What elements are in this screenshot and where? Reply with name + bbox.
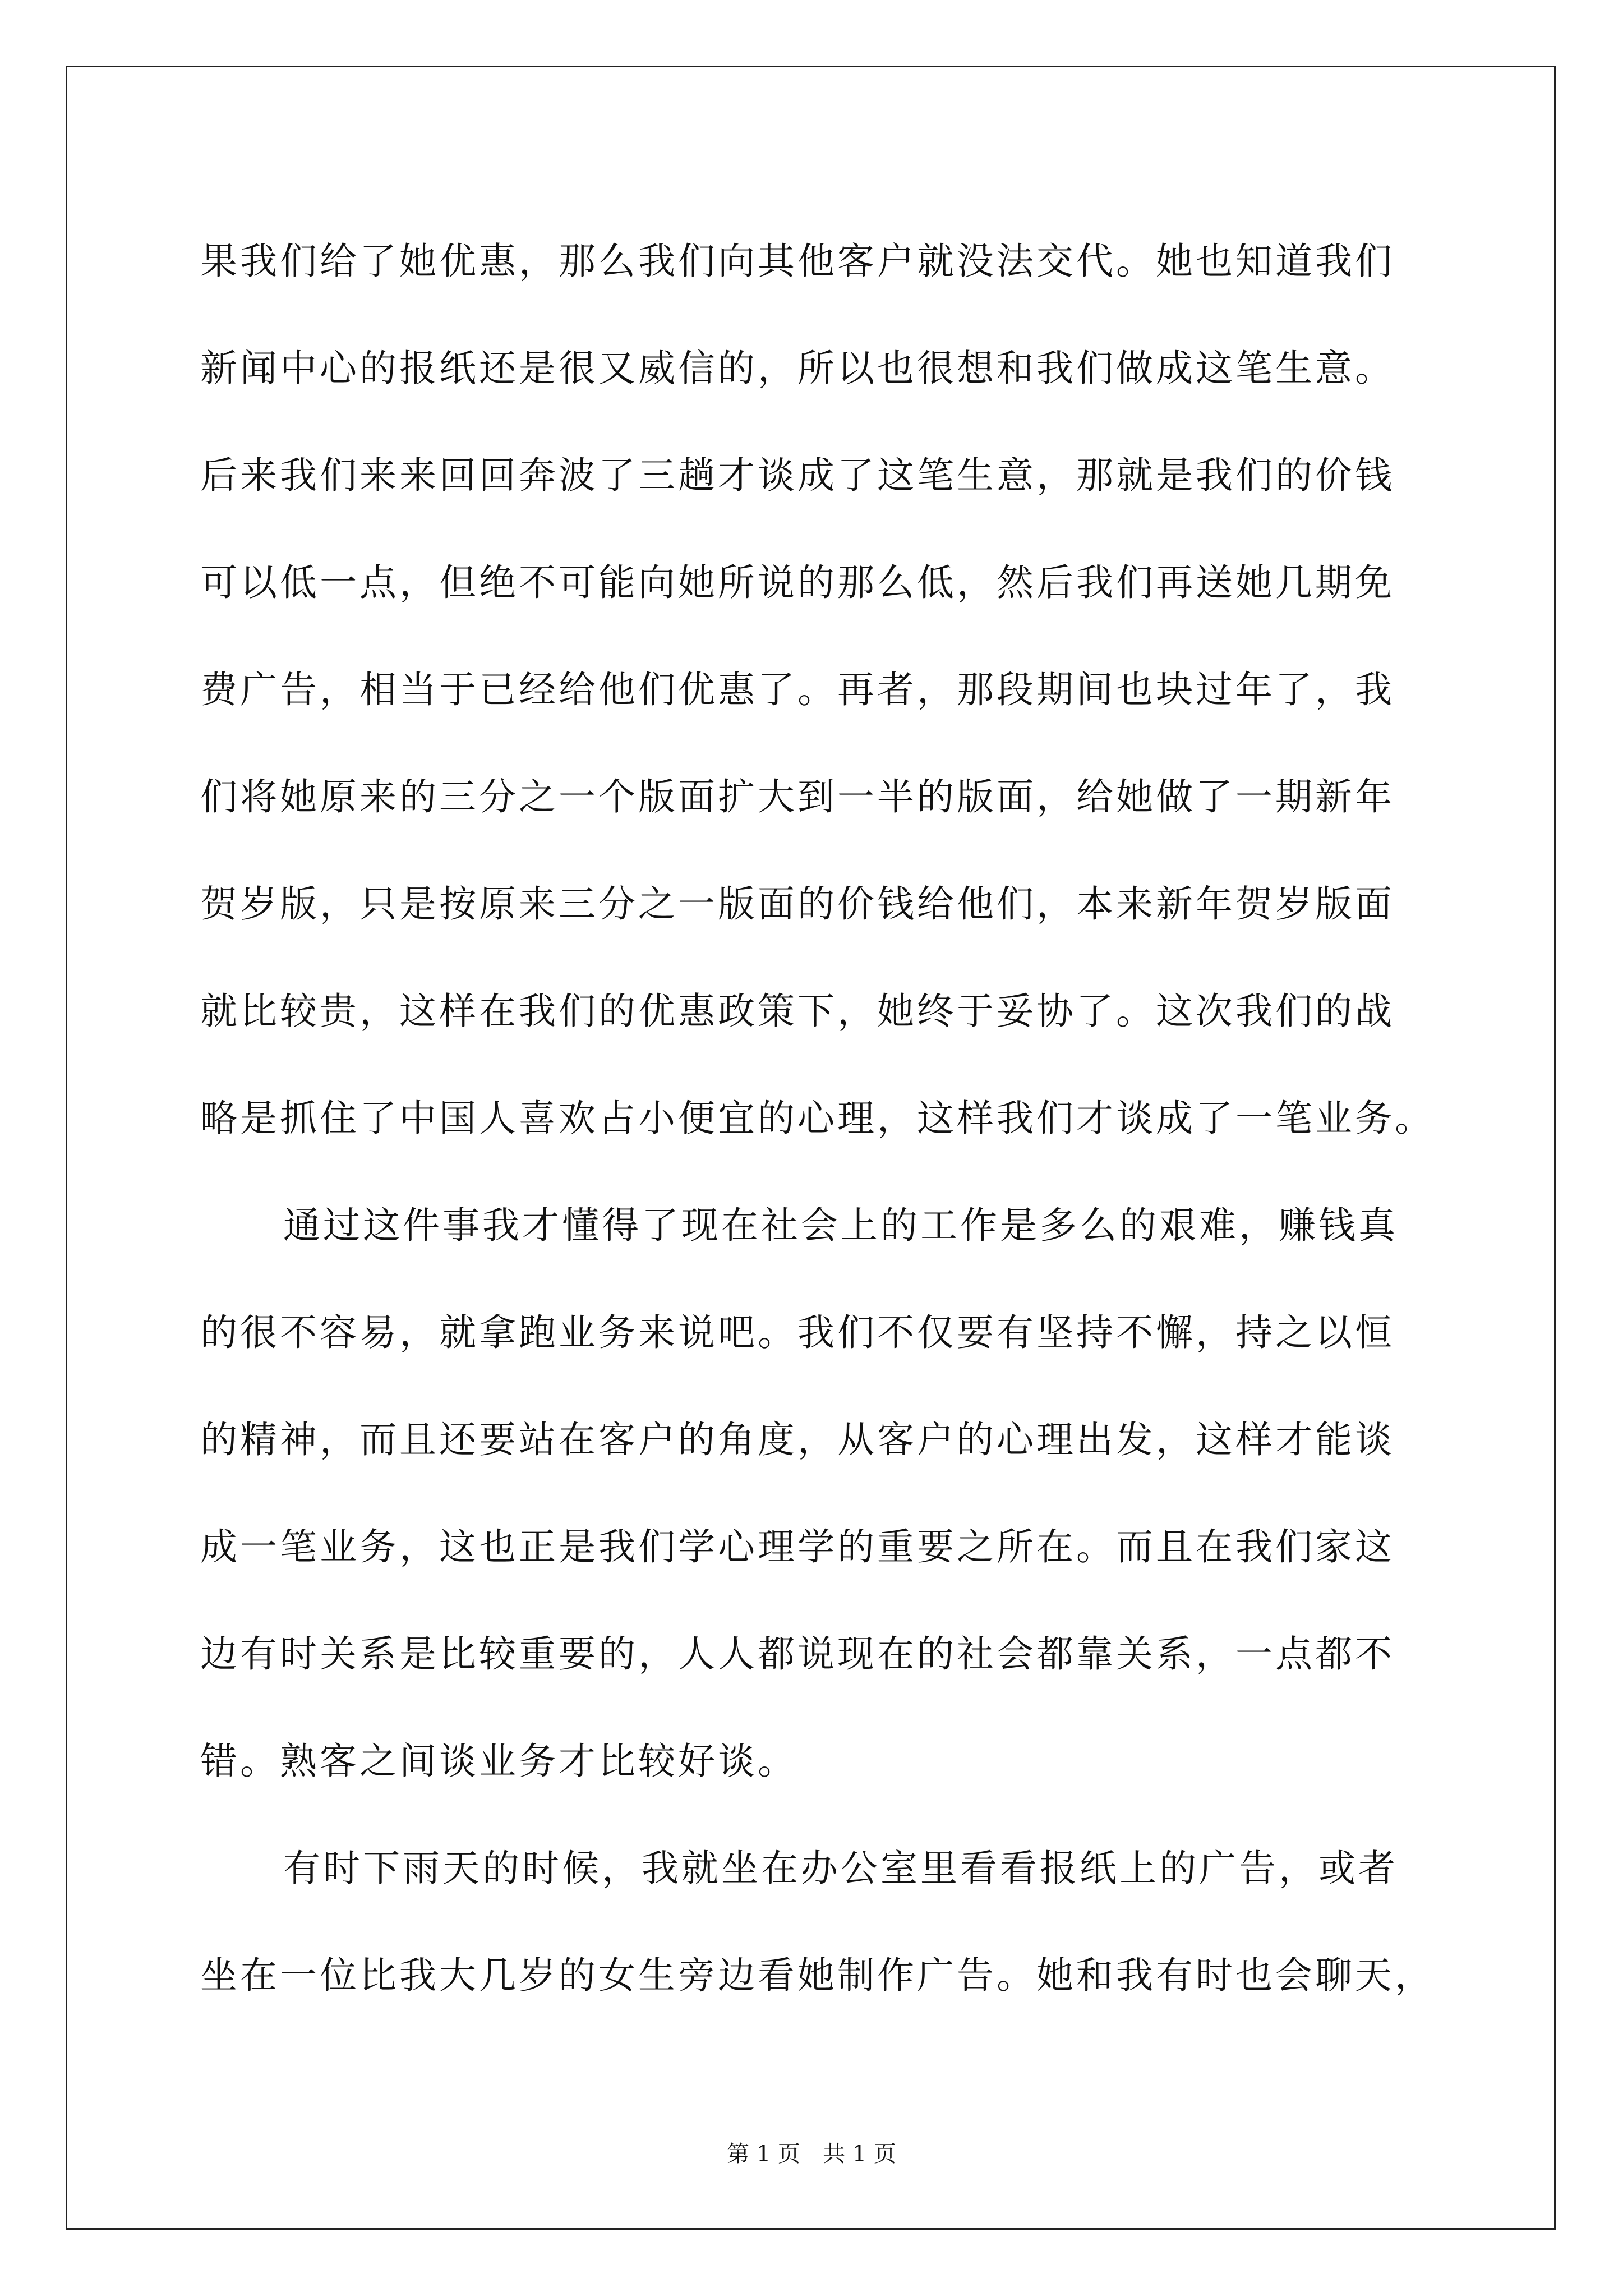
document-body [200,208,1434,2029]
text-line-8: 就比较贵，这样在我们的优惠政策下，她终于妥协了。这次我们的战 [200,990,1395,1033]
text-line-5: 费广告，相当于已经给他们优惠了。再者，那段期间也块过年了，我 [200,668,1395,711]
text-line-2: 新闻中心的报纸还是很又威信的，所以也很想和我们做成这笔生意。 [200,347,1395,390]
text-line-16: 有时下雨天的时候，我就坐在办公室里看看报纸上的广告，或者 [283,1847,1398,1890]
text-line-17: 坐在一位比我大几岁的女生旁边看她制作广告。她和我有时也会聊天， [200,1954,1435,1997]
text-line-10: 通过这件事我才懂得了现在社会上的工作是多么的艰难，赚钱真 [283,1204,1398,1247]
text-line-11: 的很不容易，就拿跑业务来说吧。我们不仅要有坚持不懈，持之以恒 [200,1311,1395,1354]
text-line-3: 后来我们来来回回奔波了三趟才谈成了这笔生意，那就是我们的价钱 [200,454,1395,497]
text-line-15: 错。熟客之间谈业务才比较好谈。 [200,1740,797,1783]
text-line-14: 边有时关系是比较重要的，人人都说现在的社会都靠关系，一点都不 [200,1632,1395,1676]
text-line-13: 成一笔业务，这也正是我们学心理学的重要之所在。而且在我们家这 [200,1525,1395,1568]
text-line-6: 们将她原来的三分之一个版面扩大到一半的版面，给她做了一期新年 [200,775,1395,818]
page-number-footer: 第 1 页 共 1 页 [727,2141,896,2167]
text-line-4: 可以低一点，但绝不可能向她所说的那么低，然后我们再送她几期免 [200,561,1395,604]
text-line-7: 贺岁版，只是按原来三分之一版面的价钱给他们，本来新年贺岁版面 [200,882,1395,926]
text-line-9: 略是抓住了中国人喜欢占小便宜的心理，这样我们才谈成了一笔业务。 [200,1097,1435,1140]
text-line-1: 果我们给了她优惠，那么我们向其他客户就没法交代。她也知道我们 [200,240,1395,283]
text-line-12: 的精神，而且还要站在客户的角度，从客户的心理出发，这样才能谈 [200,1418,1395,1461]
